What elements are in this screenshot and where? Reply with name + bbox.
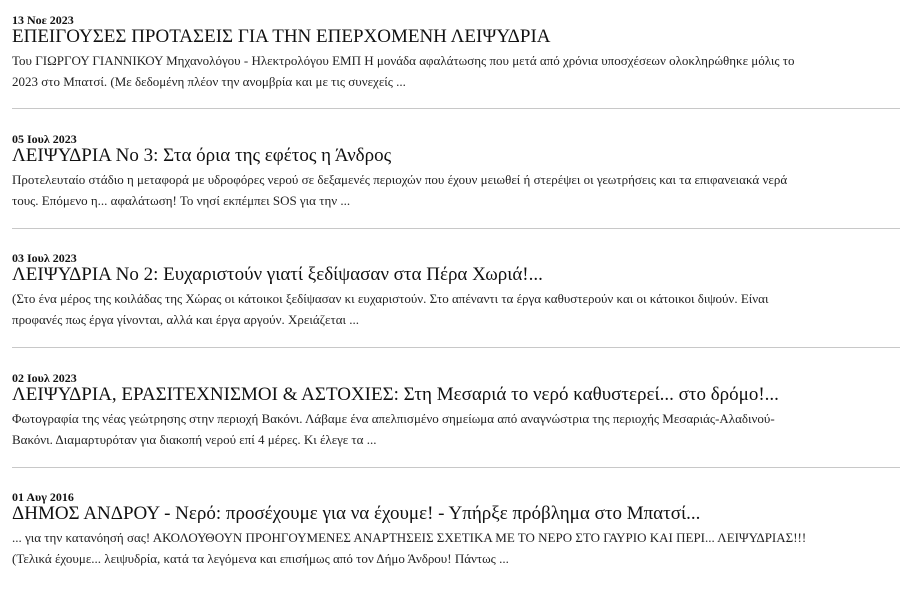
post-excerpt-line: (Τελικά έχουμε... λειψυδρία, κατά τα λεγόμενα και επισήμως από τον Δήμο Άνδρου! Πάντως ... xyxy=(12,551,509,566)
post-excerpt-line: τους. Επόμενο η... αφαλάτωση! Το νησί εκπέμπει SOS για την ... xyxy=(12,193,351,208)
post-excerpt xyxy=(12,408,896,450)
post-title-link[interactable]: ΕΠΕΙΓΟΥΣΕΣ ΠΡΟΤΑΣΕΙΣ ΓΙΑ ΤΗΝ ΕΠΕΡΧΟΜΕΝΗ ΛΕΙΨΥΔΡΙΑ xyxy=(12,26,551,47)
post-date: 05 Ιουλ 2023 xyxy=(12,132,77,146)
post-divider xyxy=(12,347,900,348)
post-title-link[interactable]: ΛΕΙΨΥΔΡΙΑ, ΕΡΑΣΙΤΕΧΝΙΣΜΟΙ & ΑΣΤΟΧΙΕΣ: Στη Μεσαριά το νερό καθυστερεί... στο δρόμο!... xyxy=(12,384,779,405)
post-excerpt-line: (Στο ένα μέρος της κοιλάδας της Χώρας οι κάτοικοι ξεδίψασαν κι ευχαριστούν. Στο απέναντι τα έργα καθυστερούν και οι κάτοικοι διψούν. Είναι xyxy=(12,291,769,306)
post-date: 03 Ιουλ 2023 xyxy=(12,251,77,265)
post-excerpt xyxy=(12,50,896,92)
post-excerpt-line: 2023 στο Μπατσί. (Με δεδομένη πλέον την ανομβρία και με τις συνεχείς ... xyxy=(12,74,406,89)
post-title-link[interactable]: ΛΕΙΨΥΔΡΙΑ Νο 2: Ευχαριστούν γιατί ξεδίψασαν στα Πέρα Χωριά!... xyxy=(12,264,543,285)
post-excerpt-line: Βακόνι. Διαμαρτυρόταν για διακοπή νερού επί 4 μέρες. Κι έλεγε τα ... xyxy=(12,432,377,447)
post-divider xyxy=(12,228,900,229)
post-excerpt xyxy=(12,288,896,330)
post-divider xyxy=(12,108,900,109)
post-excerpt-line: προφανές πως έργα γίνονται, αλλά και έργα αργούν. Χρειάζεται ... xyxy=(12,312,360,327)
post-excerpt xyxy=(12,169,896,211)
post-excerpt-line: Του ΓΙΩΡΓΟΥ ΓΙΑΝΝΙΚΟΥ Μηχανολόγου - Ηλεκτρολόγου ΕΜΠ Η μονάδα αφαλάτωσης που μετά από χρόνια υποσχέσεων ολοκληρώθηκε μόλις το xyxy=(12,53,795,68)
post-date: 02 Ιουλ 2023 xyxy=(12,371,77,385)
post-excerpt-line: ... για την κατανόησή σας! ΑΚΟΛΟΥΘΟΥΝ ΠΡΟΗΓΟΥΜΕΝΕΣ ΑΝΑΡΤΗΣΕΙΣ ΣΧΕΤΙΚΑ ΜΕ ΤΟ ΝΕΡΟ ΣΤΟ ΓΑΥΡΙΟ ΚΑΙ ΠΕΡΙ... ΛΕΙΨΥΔΡΙΑΣ!!! xyxy=(12,530,807,545)
post-excerpt-line: Προτελευταίο στάδιο η μεταφορά με υδροφόρες νερού σε δεξαμενές περιοχών που έχουν μειωθεί ή στερέψει οι γεωτρήσεις και τα επιφανειακά νερά xyxy=(12,172,788,187)
post-title-link[interactable]: ΔΗΜΟΣ ΑΝΔΡΟΥ - Νερό: προσέχουμε για να έχουμε! - Υπήρξε πρόβλημα στο Μπατσί... xyxy=(12,503,701,524)
post-title-link[interactable]: ΛΕΙΨΥΔΡΙΑ Νο 3: Στα όρια της εφέτος η Άνδρος xyxy=(12,145,392,166)
post-date: 13 Νοε 2023 xyxy=(12,13,74,27)
post-excerpt-line: Φωτογραφία της νέας γεώτρησης στην περιοχή Βακόνι. Λάβαμε ένα απελπισμένο σημείωμα από αναγνώστρια της περιοχής Μεσαριάς-Αλαδινού- xyxy=(12,411,775,426)
post-date: 01 Αυγ 2016 xyxy=(12,490,74,504)
post-divider xyxy=(12,467,900,468)
post-excerpt xyxy=(12,527,896,569)
